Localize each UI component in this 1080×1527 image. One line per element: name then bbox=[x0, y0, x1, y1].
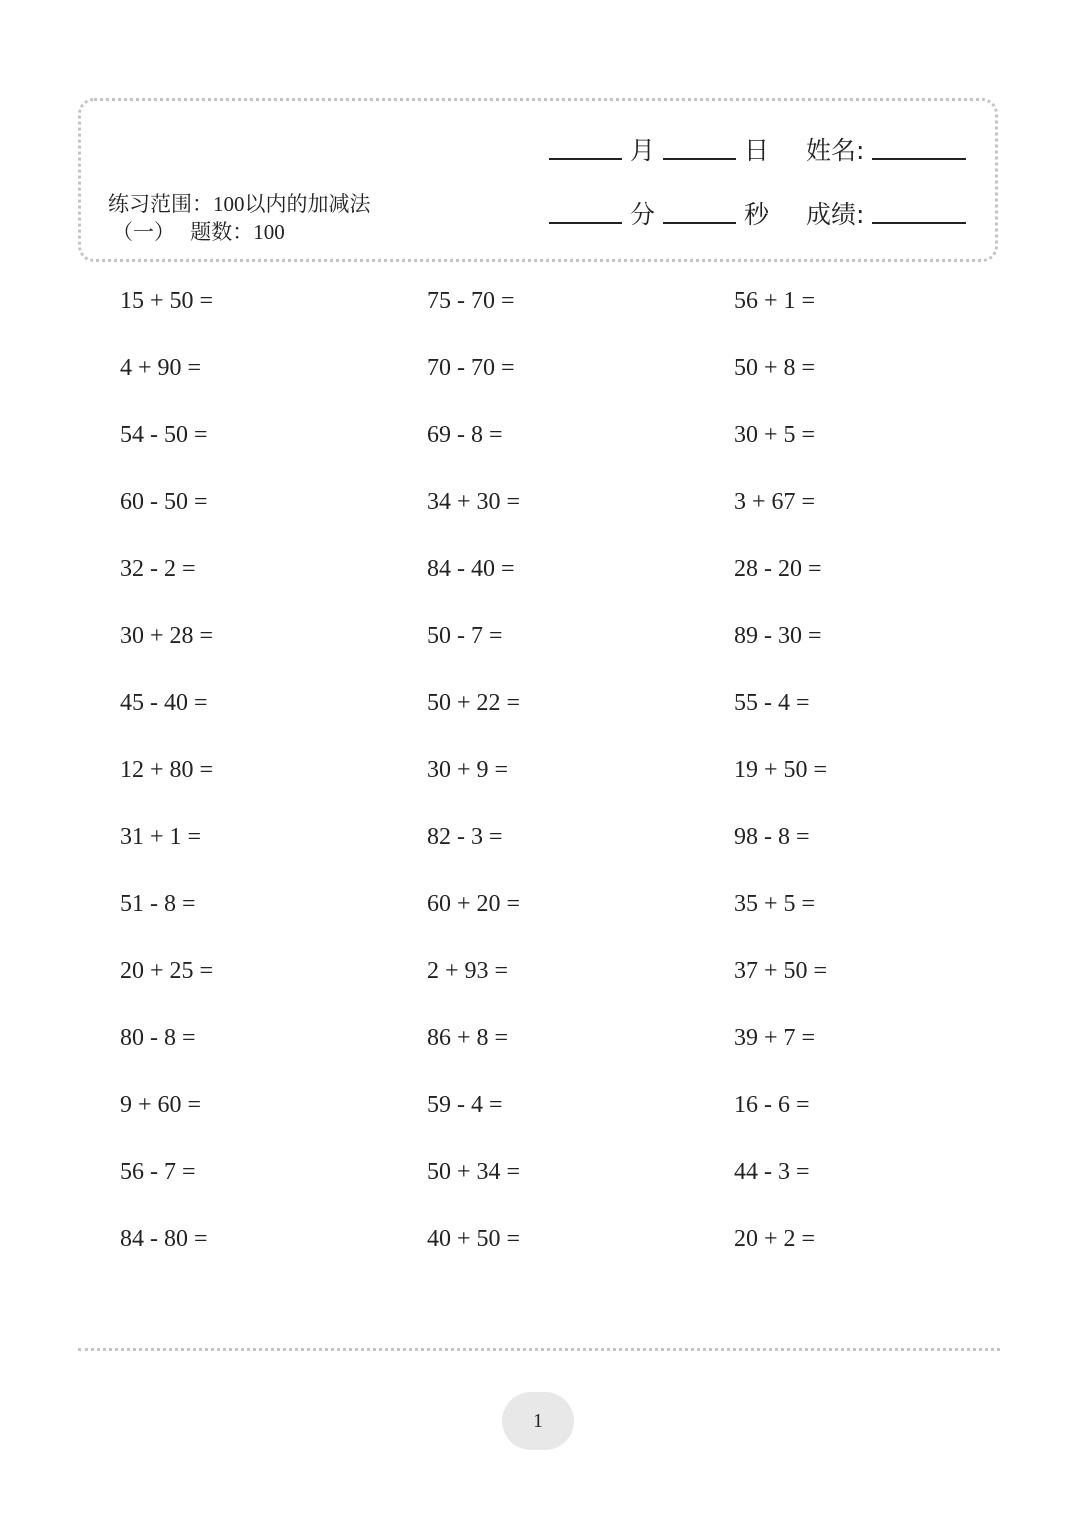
problem-item: 34 + 30 = bbox=[427, 489, 521, 515]
problem-item: 2 + 93 = bbox=[427, 958, 509, 984]
question-count: 题数：100 bbox=[190, 220, 285, 244]
problem-item: 86 + 8 = bbox=[427, 1025, 509, 1051]
problem-item: 54 - 50 = bbox=[120, 422, 208, 448]
problem-item: 32 - 2 = bbox=[120, 556, 196, 582]
problem-item: 16 - 6 = bbox=[734, 1092, 810, 1118]
problem-item: 31 + 1 = bbox=[120, 824, 202, 850]
problem-item: 55 - 4 = bbox=[734, 690, 810, 716]
second-label: 秒 bbox=[744, 200, 770, 229]
page-number-badge bbox=[502, 1392, 574, 1450]
problem-item: 51 - 8 = bbox=[120, 891, 196, 917]
problem-item: 80 - 8 = bbox=[120, 1025, 196, 1051]
page-number: 1 bbox=[533, 1410, 543, 1432]
problem-item: 30 + 28 = bbox=[120, 623, 214, 649]
problem-item: 35 + 5 = bbox=[734, 891, 816, 917]
problem-item: 40 + 50 = bbox=[427, 1226, 521, 1252]
problem-item: 3 + 67 = bbox=[734, 489, 816, 515]
problem-item: 30 + 9 = bbox=[427, 757, 509, 783]
problem-item: 30 + 5 = bbox=[734, 422, 816, 448]
practice-range-title: 练习范围：100以内的加减法 bbox=[108, 192, 371, 216]
problem-item: 82 - 3 = bbox=[427, 824, 503, 850]
problem-item: 84 - 40 = bbox=[427, 556, 515, 582]
name-label: 姓名: bbox=[806, 136, 865, 165]
problem-item: 56 + 1 = bbox=[734, 288, 816, 314]
score-label: 成绩: bbox=[806, 200, 865, 229]
problem-item: 98 - 8 = bbox=[734, 824, 810, 850]
problem-item: 9 + 60 = bbox=[120, 1092, 202, 1118]
problem-item: 39 + 7 = bbox=[734, 1025, 816, 1051]
problem-item: 20 + 25 = bbox=[120, 958, 214, 984]
worksheet-number: （一） bbox=[112, 220, 175, 244]
problem-item: 12 + 80 = bbox=[120, 757, 214, 783]
problem-item: 4 + 90 = bbox=[120, 355, 202, 381]
problem-item: 37 + 50 = bbox=[734, 958, 828, 984]
problem-item: 75 - 70 = bbox=[427, 288, 515, 314]
minute-label: 分 bbox=[630, 200, 656, 229]
problem-item: 50 + 34 = bbox=[427, 1159, 521, 1185]
problem-item: 84 - 80 = bbox=[120, 1226, 208, 1252]
month-label: 月 bbox=[630, 136, 656, 165]
problem-item: 45 - 40 = bbox=[120, 690, 208, 716]
day-label: 日 bbox=[744, 136, 770, 165]
problem-item: 56 - 7 = bbox=[120, 1159, 196, 1185]
footer-divider bbox=[78, 1348, 1000, 1351]
problem-item: 50 - 7 = bbox=[427, 623, 503, 649]
problem-item: 69 - 8 = bbox=[427, 422, 503, 448]
problem-item: 60 + 20 = bbox=[427, 891, 521, 917]
problem-item: 50 + 8 = bbox=[734, 355, 816, 381]
problem-item: 15 + 50 = bbox=[120, 288, 214, 314]
problem-item: 50 + 22 = bbox=[427, 690, 521, 716]
problem-item: 89 - 30 = bbox=[734, 623, 822, 649]
problem-item: 60 - 50 = bbox=[120, 489, 208, 515]
problem-item: 28 - 20 = bbox=[734, 556, 822, 582]
problem-item: 70 - 70 = bbox=[427, 355, 515, 381]
problem-item: 59 - 4 = bbox=[427, 1092, 503, 1118]
problem-item: 20 + 2 = bbox=[734, 1226, 816, 1252]
problem-item: 44 - 3 = bbox=[734, 1159, 810, 1185]
problem-item: 19 + 50 = bbox=[734, 757, 828, 783]
